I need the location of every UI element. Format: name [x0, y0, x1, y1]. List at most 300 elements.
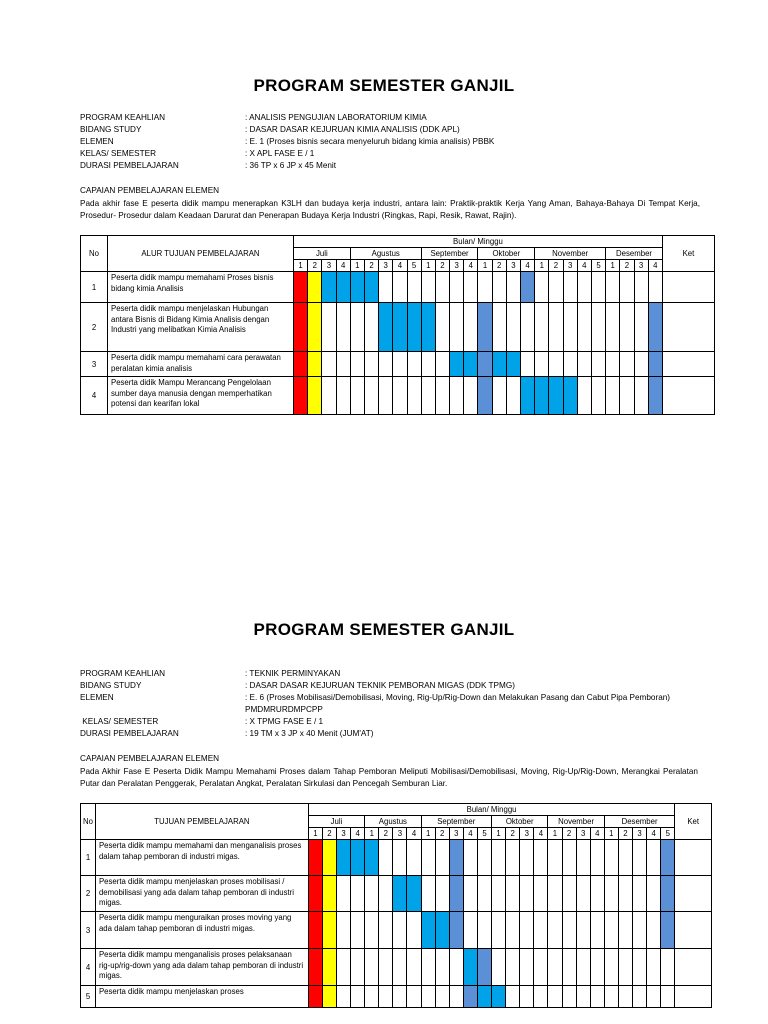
title-2: PROGRAM SEMESTER GANJIL: [253, 620, 515, 639]
week-cell: [563, 303, 577, 352]
week-cell: [535, 377, 549, 415]
week-cell: [322, 986, 336, 1008]
table-row: [81, 912, 712, 949]
week-cell: [350, 272, 364, 303]
week-cell: [365, 876, 379, 912]
week-cell: [492, 876, 506, 912]
ket-cell: [675, 986, 712, 1008]
week-cell: [477, 912, 491, 949]
week-number: 2: [435, 828, 449, 840]
week-number: 2: [562, 828, 576, 840]
week-cell: [506, 303, 520, 352]
week-cell: [492, 986, 506, 1008]
week-cell: [337, 912, 351, 949]
week-cell: [435, 840, 449, 876]
week-cell: [308, 840, 322, 876]
week-cell: [562, 949, 576, 986]
week-cell: [463, 986, 477, 1008]
row-description: Peserta didik mampu menjelaskan Hubungan antara Bisnis di Bidang Kimia Analisis dengan Industri yang melibatkan Kimia Analisis: [108, 303, 294, 352]
meta-row: [80, 148, 695, 160]
week-number: 5: [407, 260, 421, 272]
week-cell: [322, 840, 336, 876]
capaian-heading: CAPAIAN PEMBELAJARAN ELEMEN: [80, 754, 220, 763]
month-header: September: [421, 816, 491, 828]
week-cell: [450, 377, 464, 415]
week-number: 1: [606, 260, 620, 272]
week-cell: [618, 949, 632, 986]
week-cell: [449, 840, 463, 876]
week-cell: [620, 303, 634, 352]
week-cell: [393, 303, 407, 352]
week-cell: [322, 352, 336, 377]
week-cell: [308, 352, 322, 377]
week-number: 1: [308, 828, 322, 840]
week-cell: [562, 912, 576, 949]
week-number: 4: [648, 260, 662, 272]
week-cell: [604, 840, 618, 876]
week-cell: [606, 272, 620, 303]
week-cell: [393, 949, 407, 986]
header-row: [81, 804, 712, 816]
week-number: 3: [506, 260, 520, 272]
week-cell: [322, 912, 336, 949]
week-cell: [521, 377, 535, 415]
ket-cell: [675, 876, 712, 912]
week-cell: [506, 377, 520, 415]
week-cell: [506, 876, 520, 912]
week-cell: [632, 949, 646, 986]
week-cell: [463, 912, 477, 949]
week-cell: [351, 986, 365, 1008]
ket-header: Ket: [662, 236, 714, 272]
ket-cell: [662, 377, 714, 415]
week-cell: [449, 986, 463, 1008]
week-cell: [648, 272, 662, 303]
week-cell: [435, 912, 449, 949]
week-cell: [421, 272, 435, 303]
week-cell: [379, 377, 393, 415]
week-number: 2: [549, 260, 563, 272]
week-cell: [620, 272, 634, 303]
row-number: 5: [81, 986, 96, 1008]
row-description: Peserta didik Mampu Merancang Pengelolaan sumber daya manusia dengan memperhatikan potensi dan kearifan lokal: [108, 377, 294, 415]
week-cell: [351, 876, 365, 912]
meta-row: [80, 716, 695, 728]
week-number: 4: [464, 260, 478, 272]
capaian-heading: CAPAIAN PEMBELAJARAN ELEMEN: [80, 186, 220, 195]
row-number: 2: [81, 876, 96, 912]
week-cell: [294, 377, 308, 415]
week-number: 4: [407, 828, 421, 840]
week-cell: [535, 352, 549, 377]
week-cell: [492, 377, 506, 415]
week-number: 3: [563, 260, 577, 272]
week-cell: [407, 272, 421, 303]
week-number: 2: [620, 260, 634, 272]
week-cell: [632, 986, 646, 1008]
week-cell: [337, 986, 351, 1008]
week-cell: [590, 876, 604, 912]
week-cell: [632, 876, 646, 912]
week-cell: [421, 377, 435, 415]
week-cell: [520, 986, 534, 1008]
no-header: No: [81, 804, 96, 840]
meta-key: KELAS/ SEMESTER: [80, 717, 159, 726]
week-cell: [463, 876, 477, 912]
week-cell: [421, 986, 435, 1008]
week-cell: [308, 949, 322, 986]
week-cell: [576, 840, 590, 876]
meta-key: ELEMEN: [80, 137, 114, 146]
meta-row: [80, 112, 695, 124]
week-cell: [336, 352, 350, 377]
schedule-table-1: [80, 235, 715, 415]
week-cell: [421, 303, 435, 352]
week-number: 4: [647, 828, 661, 840]
week-number: 3: [520, 828, 534, 840]
bulan-minggu-header: Bulan/ Minggu: [294, 236, 663, 248]
week-cell: [562, 986, 576, 1008]
capaian-text: Pada Akhir Fase E Peserta Didik Mampu Memahami Proses dalam Tahap Pemboran Meliputi Mobilisasi/Demobilisasi, Moving, Rig-Up/Rig-Down, Merangkai Peralatan Putar dan Peralatan Penggerak, Peralatan Angkat, Peralatan Sirkulasi dan Pencegah Semburan Liar.: [80, 766, 698, 788]
month-header: Oktober: [492, 816, 548, 828]
week-number: 3: [379, 260, 393, 272]
week-cell: [591, 352, 605, 377]
week-cell: [604, 876, 618, 912]
week-cell: [577, 272, 591, 303]
week-cell: [407, 876, 421, 912]
row-number: 1: [81, 272, 108, 303]
week-cell: [590, 986, 604, 1008]
week-cell: [435, 272, 449, 303]
week-cell: [661, 912, 675, 949]
week-cell: [407, 377, 421, 415]
week-cell: [647, 912, 661, 949]
week-cell: [548, 876, 562, 912]
week-cell: [534, 986, 548, 1008]
week-cell: [576, 912, 590, 949]
week-cell: [365, 986, 379, 1008]
week-cell: [393, 272, 407, 303]
week-cell: [379, 912, 393, 949]
week-cell: [492, 949, 506, 986]
week-cell: [534, 949, 548, 986]
week-cell: [379, 352, 393, 377]
week-number: 1: [365, 828, 379, 840]
week-cell: [632, 912, 646, 949]
week-cell: [492, 912, 506, 949]
week-number: 2: [308, 260, 322, 272]
week-cell: [337, 840, 351, 876]
week-cell: [477, 840, 491, 876]
week-cell: [548, 986, 562, 1008]
week-cell: [393, 986, 407, 1008]
week-cell: [477, 876, 491, 912]
month-header: September: [421, 248, 478, 260]
week-cell: [364, 303, 378, 352]
week-cell: [534, 840, 548, 876]
week-cell: [450, 272, 464, 303]
week-cell: [606, 303, 620, 352]
week-cell: [521, 272, 535, 303]
meta-value: : E. 1 (Proses bisnis secara menyeluruh bidang kimia analisis) PBBK: [245, 137, 495, 146]
week-cell: [618, 840, 632, 876]
ket-cell: [675, 949, 712, 986]
week-number: 2: [322, 828, 336, 840]
week-number: 1: [492, 828, 506, 840]
week-cell: [576, 876, 590, 912]
week-cell: [562, 876, 576, 912]
week-number: 5: [591, 260, 605, 272]
week-cell: [576, 986, 590, 1008]
meta-value: : TEKNIK PERMINYAKAN: [245, 669, 341, 678]
week-number: 4: [590, 828, 604, 840]
row-number: 3: [81, 912, 96, 949]
meta-value: : X TPMG FASE E / 1: [245, 717, 324, 726]
week-cell: [336, 272, 350, 303]
week-cell: [379, 876, 393, 912]
ket-cell: [662, 272, 714, 303]
month-header: November: [548, 816, 604, 828]
week-cell: [322, 272, 336, 303]
week-number: 3: [337, 828, 351, 840]
week-number: 2: [618, 828, 632, 840]
week-cell: [308, 912, 322, 949]
week-number: 3: [393, 828, 407, 840]
week-cell: [492, 303, 506, 352]
week-cell: [464, 352, 478, 377]
week-cell: [548, 912, 562, 949]
week-cell: [364, 377, 378, 415]
week-cell: [590, 949, 604, 986]
month-header: Agustus: [350, 248, 421, 260]
week-number: 3: [450, 260, 464, 272]
row-number: 4: [81, 949, 96, 986]
week-number: 5: [661, 828, 675, 840]
table-row: [81, 303, 715, 352]
week-cell: [506, 352, 520, 377]
month-header: November: [535, 248, 606, 260]
week-cell: [379, 272, 393, 303]
week-cell: [492, 840, 506, 876]
week-cell: [337, 949, 351, 986]
week-cell: [450, 303, 464, 352]
meta-value: : 36 TP x 6 JP x 45 Menit: [245, 161, 337, 170]
week-cell: [520, 912, 534, 949]
week-cell: [350, 352, 364, 377]
month-header: Oktober: [478, 248, 535, 260]
week-cell: [478, 303, 492, 352]
week-number: 3: [634, 260, 648, 272]
week-cell: [618, 986, 632, 1008]
week-cell: [606, 377, 620, 415]
week-cell: [322, 949, 336, 986]
week-cell: [308, 876, 322, 912]
meta-key: PROGRAM KEAHLIAN: [80, 113, 166, 122]
month-header: Juli: [294, 248, 351, 260]
week-number: 2: [379, 828, 393, 840]
meta-key: BIDANG STUDY: [80, 125, 142, 134]
week-number: 1: [294, 260, 308, 272]
week-cell: [520, 840, 534, 876]
week-cell: [661, 876, 675, 912]
week-cell: [407, 986, 421, 1008]
week-cell: [435, 876, 449, 912]
week-cell: [604, 912, 618, 949]
capaian-text: Pada akhir fase E peserta didik mampu menerapkan K3LH dan budaya kerja industri, antara lain: Praktik-praktik Kerja Yang Aman, Bahaya-Bahaya Di Tempat Kerja, Prosedur- Prosedur dalam Keadaan Darurat dan Penerapan Budaya Kerja Industri (Ringkas, Rapi, Resik, Rawat, Rajin).: [80, 198, 700, 220]
week-cell: [604, 949, 618, 986]
week-cell: [549, 352, 563, 377]
week-number: 3: [632, 828, 646, 840]
week-cell: [478, 272, 492, 303]
ket-header: Ket: [675, 804, 712, 840]
week-cell: [464, 272, 478, 303]
week-cell: [521, 352, 535, 377]
week-cell: [351, 912, 365, 949]
week-cell: [661, 840, 675, 876]
row-description: Peserta didik mampu memahami dan menganalisis proses dalam tahap pemboran di industri migas.: [95, 840, 308, 876]
meta-block-2: [80, 668, 695, 740]
week-cell: [421, 949, 435, 986]
week-cell: [364, 272, 378, 303]
row-number: 1: [81, 840, 96, 876]
week-cell: [464, 303, 478, 352]
week-cell: [350, 303, 364, 352]
week-cell: [435, 949, 449, 986]
week-cell: [463, 840, 477, 876]
week-cell: [577, 303, 591, 352]
week-cell: [648, 303, 662, 352]
meta-row: [80, 728, 695, 740]
week-cell: [449, 949, 463, 986]
row-description: Peserta didik mampu memahami cara perawatan peralatan kimia analisis: [108, 352, 294, 377]
week-cell: [492, 272, 506, 303]
week-cell: [647, 876, 661, 912]
no-header: No: [81, 236, 108, 272]
week-number: 1: [350, 260, 364, 272]
meta-key: PROGRAM KEAHLIAN: [80, 669, 166, 678]
week-cell: [606, 352, 620, 377]
week-cell: [647, 986, 661, 1008]
week-cell: [450, 352, 464, 377]
week-cell: [620, 352, 634, 377]
week-number: 4: [463, 828, 477, 840]
week-cell: [506, 986, 520, 1008]
week-cell: [618, 876, 632, 912]
meta-value: : 19 TM x 3 JP x 40 Menit (JUM'AT): [245, 729, 374, 738]
week-cell: [618, 912, 632, 949]
week-cell: [549, 272, 563, 303]
meta-value: : E. 6 (Proses Mobilisasi/Demobilisasi, Moving, Rig-Up/Rig-Down dan Melakukan Pasang dan Cabut Pipa Pemboran) PMDMRURDMPCPP: [245, 693, 671, 714]
week-number: 3: [449, 828, 463, 840]
week-cell: [563, 272, 577, 303]
week-cell: [477, 949, 491, 986]
week-cell: [351, 949, 365, 986]
week-number: 1: [421, 828, 435, 840]
week-cell: [492, 352, 506, 377]
meta-key: DURASI PEMBELAJARAN: [80, 729, 179, 738]
row-description: Peserta didik mampu menguraikan proses moving yang ada dalam tahap pemboran di industri migas.: [95, 912, 308, 949]
week-cell: [477, 986, 491, 1008]
ket-cell: [662, 352, 714, 377]
week-cell: [336, 377, 350, 415]
week-cell: [563, 352, 577, 377]
week-cell: [393, 840, 407, 876]
bulan-minggu-header: Bulan/ Minggu: [308, 804, 675, 816]
week-cell: [661, 986, 675, 1008]
week-cell: [576, 949, 590, 986]
week-cell: [591, 272, 605, 303]
week-cell: [308, 272, 322, 303]
week-number: 2: [435, 260, 449, 272]
tujuan-header: TUJUAN PEMBELAJARAN: [95, 804, 308, 840]
table-row: [81, 377, 715, 415]
week-cell: [478, 352, 492, 377]
week-cell: [365, 949, 379, 986]
week-cell: [464, 377, 478, 415]
week-cell: [463, 949, 477, 986]
week-cell: [379, 840, 393, 876]
meta-row: [80, 160, 695, 172]
week-cell: [337, 876, 351, 912]
week-number: 3: [322, 260, 336, 272]
month-header: Agustus: [365, 816, 421, 828]
week-cell: [379, 949, 393, 986]
week-cell: [449, 912, 463, 949]
week-number: 4: [336, 260, 350, 272]
meta-key: ELEMEN: [80, 693, 114, 702]
week-number: 2: [364, 260, 378, 272]
week-cell: [435, 986, 449, 1008]
week-cell: [548, 949, 562, 986]
week-cell: [577, 352, 591, 377]
ket-cell: [662, 303, 714, 352]
month-header: Desember: [604, 816, 675, 828]
table-row: [81, 272, 715, 303]
week-cell: [421, 840, 435, 876]
week-number: 1: [421, 260, 435, 272]
week-cell: [322, 303, 336, 352]
week-number: 3: [576, 828, 590, 840]
week-cell: [535, 303, 549, 352]
meta-block-1: [80, 112, 695, 172]
week-cell: [393, 876, 407, 912]
week-cell: [393, 352, 407, 377]
week-cell: [449, 876, 463, 912]
week-cell: [351, 840, 365, 876]
week-number: 2: [492, 260, 506, 272]
week-cell: [521, 303, 535, 352]
week-cell: [661, 949, 675, 986]
week-number: 4: [393, 260, 407, 272]
row-number: 4: [81, 377, 108, 415]
meta-key: DURASI PEMBELAJARAN: [80, 161, 179, 170]
table-row: [81, 352, 715, 377]
meta-row: [80, 136, 695, 148]
ket-cell: [675, 840, 712, 876]
meta-row: [80, 124, 695, 136]
week-cell: [548, 840, 562, 876]
schedule-table-2: [80, 803, 712, 1008]
row-description: Peserta didik mampu menjelaskan proses: [95, 986, 308, 1008]
week-cell: [506, 949, 520, 986]
week-cell: [294, 352, 308, 377]
week-number: 1: [478, 260, 492, 272]
week-number: 4: [521, 260, 535, 272]
week-cell: [634, 352, 648, 377]
capaian-block-2: [80, 753, 698, 791]
week-cell: [308, 986, 322, 1008]
week-cell: [308, 303, 322, 352]
